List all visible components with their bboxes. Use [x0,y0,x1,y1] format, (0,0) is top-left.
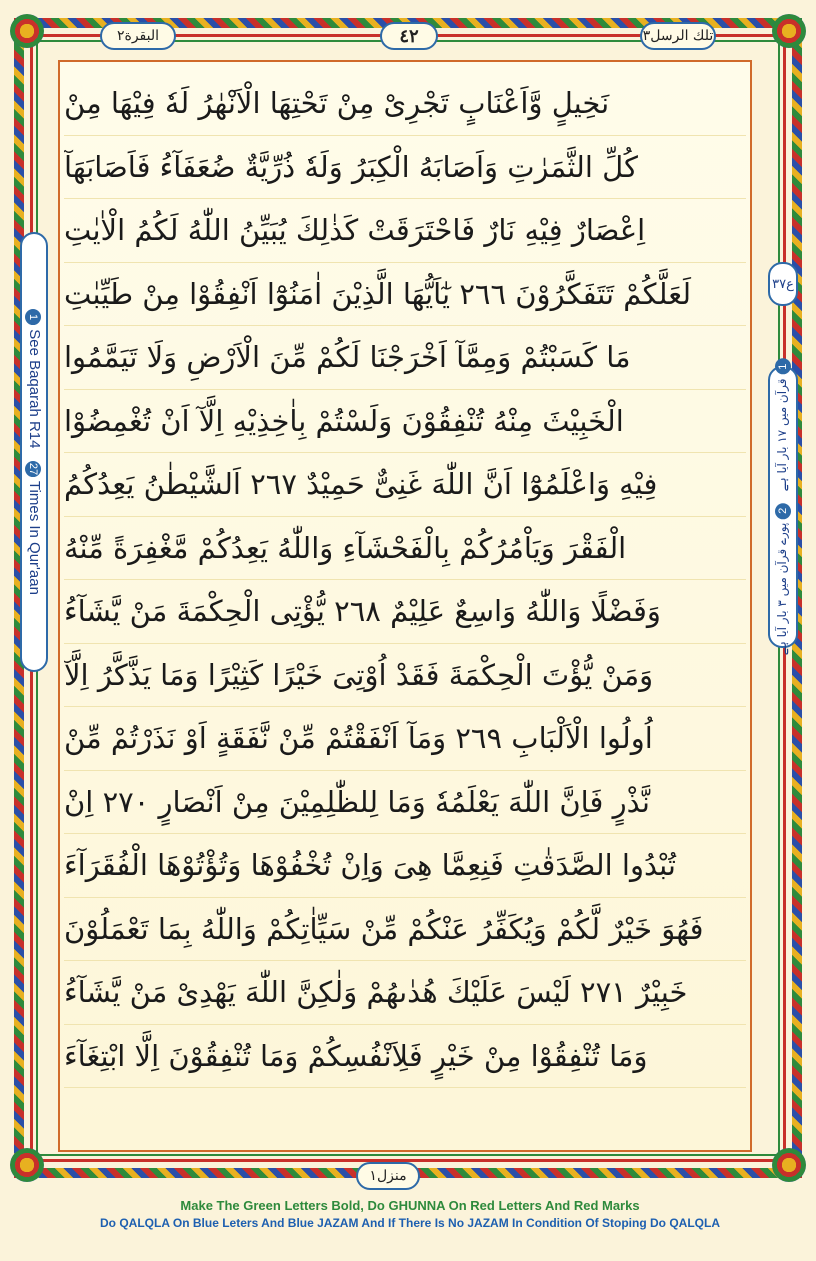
right-note-text [775,359,791,656]
note-marker-icon: 2 [775,503,791,519]
instruction-line-1: Make The Green Letters Bold, Do GHUNNA On Red Letters And Red Marks [180,1198,640,1213]
juz-name: تلك الرسل٣ [642,28,714,44]
verse-line-5: مَا كَسَبْتُمْ وَمِمَّآ اَخْرَجْنَا لَكُمْ مِّنَ الْاَرْضِ وَلَا تَيَمَّمُوا [64,326,746,390]
verse-line-10: وَمَنْ يُّؤْتَ الْحِكْمَةَ فَقَدْ اُوْتِىَ خَيْرًا كَثِيْرًا وَمَا يَذَّكَّرُ اِلَّآ [64,644,746,708]
verse-line-9: وَفَضْلًا وَاللّٰهُ وَاسِعٌ عَلِيْمٌ ٢٦٨ يُّؤْتِى الْحِكْمَةَ مَنْ يَّشَآءُ [64,580,746,644]
verse-line-12: نَّذْرٍ فَاِنَّ اللّٰهَ يَعْلَمُهٗ وَمَا لِلظّٰلِمِيْنَ مِنْ اَنْصَارٍ ٢٧٠ اِنْ [64,771,746,835]
verse-line-2: كُلِّ الثَّمَرٰتِ وَاَصَابَهُ الْكِبَرُ وَلَهٗ ذُرِّيَّةٌ ضُعَفَآءُ فَاَصَابَهَآ [64,136,746,200]
ruku-text: ع٣٧ [772,276,794,292]
left-note-text [25,309,43,595]
juz-name-cartouche [640,22,716,50]
verse-line-4: لَعَلَّكُمْ تَتَفَكَّرُوْنَ ٢٦٦ يٰٓاَيُّهَا الَّذِيْنَ اٰمَنُوْٓا اَنْفِقُوْا مِنْ طَيِّبٰتِ [64,263,746,327]
right-margin-note [768,363,798,656]
right-note-1: قرآن میں ۱۷ بار آیا ہے [775,378,789,492]
manzil-cartouche [356,1162,420,1190]
note-marker-icon: 27 [27,462,39,476]
left-margin-note [20,232,48,672]
verse-line-3: اِعْصَارٌ فِيْهِ نَارٌ فَاحْتَرَقَتْ كَذٰلِكَ يُبَيِّنُ اللّٰهُ لَكُمُ الْاٰيٰتِ [64,199,746,263]
page-number-cartouche [380,22,438,50]
verse-line-7: فِيْهِ وَاعْلَمُوْٓا اَنَّ اللّٰهَ غَنِىٌّ حَمِيْدٌ ٢٦٧ اَلشَّيْطٰنُ يَعِدُكُمُ [64,453,746,517]
surah-name: البقرة٢ [116,28,160,44]
verse-line-6: الْخَبِيْثَ مِنْهُ تُنْفِقُوْنَ وَلَسْتُمْ بِاٰخِذِيْهِ اِلَّآ اَنْ تُغْمِضُوْا [64,390,746,454]
manzil-label: منزل١ [369,1168,407,1184]
verse-line-8: الْفَقْرَ وَيَاْمُرُكُمْ بِالْفَحْشَآءِ وَاللّٰهُ يَعِدُكُمْ مَّغْفِرَةً مِّنْهُ [64,517,746,581]
verse-line-11: اُولُوا الْاَلْبَابِ ٢٦٩ وَمَآ اَنْفَقْتُمْ مِّنْ نَّفَقَةٍ اَوْ نَذَرْتُمْ مِّنْ [64,707,746,771]
verse-line-15: خَبِيْرٌ ٢٧١ لَيْسَ عَلَيْكَ هُدٰىهُمْ وَلٰكِنَّ اللّٰهَ يَهْدِىْ مَنْ يَّشَآءُ [64,961,746,1025]
corner-ornament-top-right [772,14,806,48]
instruction-line-2: Do QALQLA On Blue Leters And Blue JAZAM And If There Is No JAZAM In Condition Of Stoping Do QALQLA [100,1216,720,1230]
right-note-2: پورے قرآن میں ۳ بار آیا ہے [775,522,789,656]
corner-ornament-bottom-right [772,1148,806,1182]
verse-line-14: فَهُوَ خَيْرٌ لَّكُمْ وَيُكَفِّرُ عَنْكُمْ مِّنْ سَيِّاٰتِكُمْ وَاللّٰهُ بِمَا تَعْمَلُوْنَ [64,898,746,962]
note-marker-icon: 1 [25,309,41,325]
verse-line-13: تُبْدُوا الصَّدَقٰتِ فَنِعِمَّا هِىَ وَاِنْ تُخْفُوْهَا وَتُؤْتُوْهَا الْفُقَرَآءَ [64,834,746,898]
left-note-1: See Baqarah R14 [26,329,43,449]
surah-name-cartouche [100,22,176,50]
corner-ornament-bottom-left [10,1148,44,1182]
ruku-marker [768,262,798,306]
verse-line-1: نَخِيلٍ وَّاَعْنَابٍ تَجْرِىْ مِنْ تَحْتِهَا الْاَنْهٰرُ لَهٗ فِيْهَا مِنْ [64,72,746,136]
verse-lines [64,72,746,1088]
left-note-2: Times In Qur'aan [26,480,43,595]
verse-line-16: وَمَا تُنْفِقُوْا مِنْ خَيْرٍ فَلِاَنْفُسِكُمْ وَمَا تُنْفِقُوْنَ اِلَّا ابْتِغَآءَ [64,1025,746,1089]
page-number: ٤٢ [399,25,419,47]
note-marker-icon: 1 [775,359,791,375]
corner-ornament-top-left [10,14,44,48]
